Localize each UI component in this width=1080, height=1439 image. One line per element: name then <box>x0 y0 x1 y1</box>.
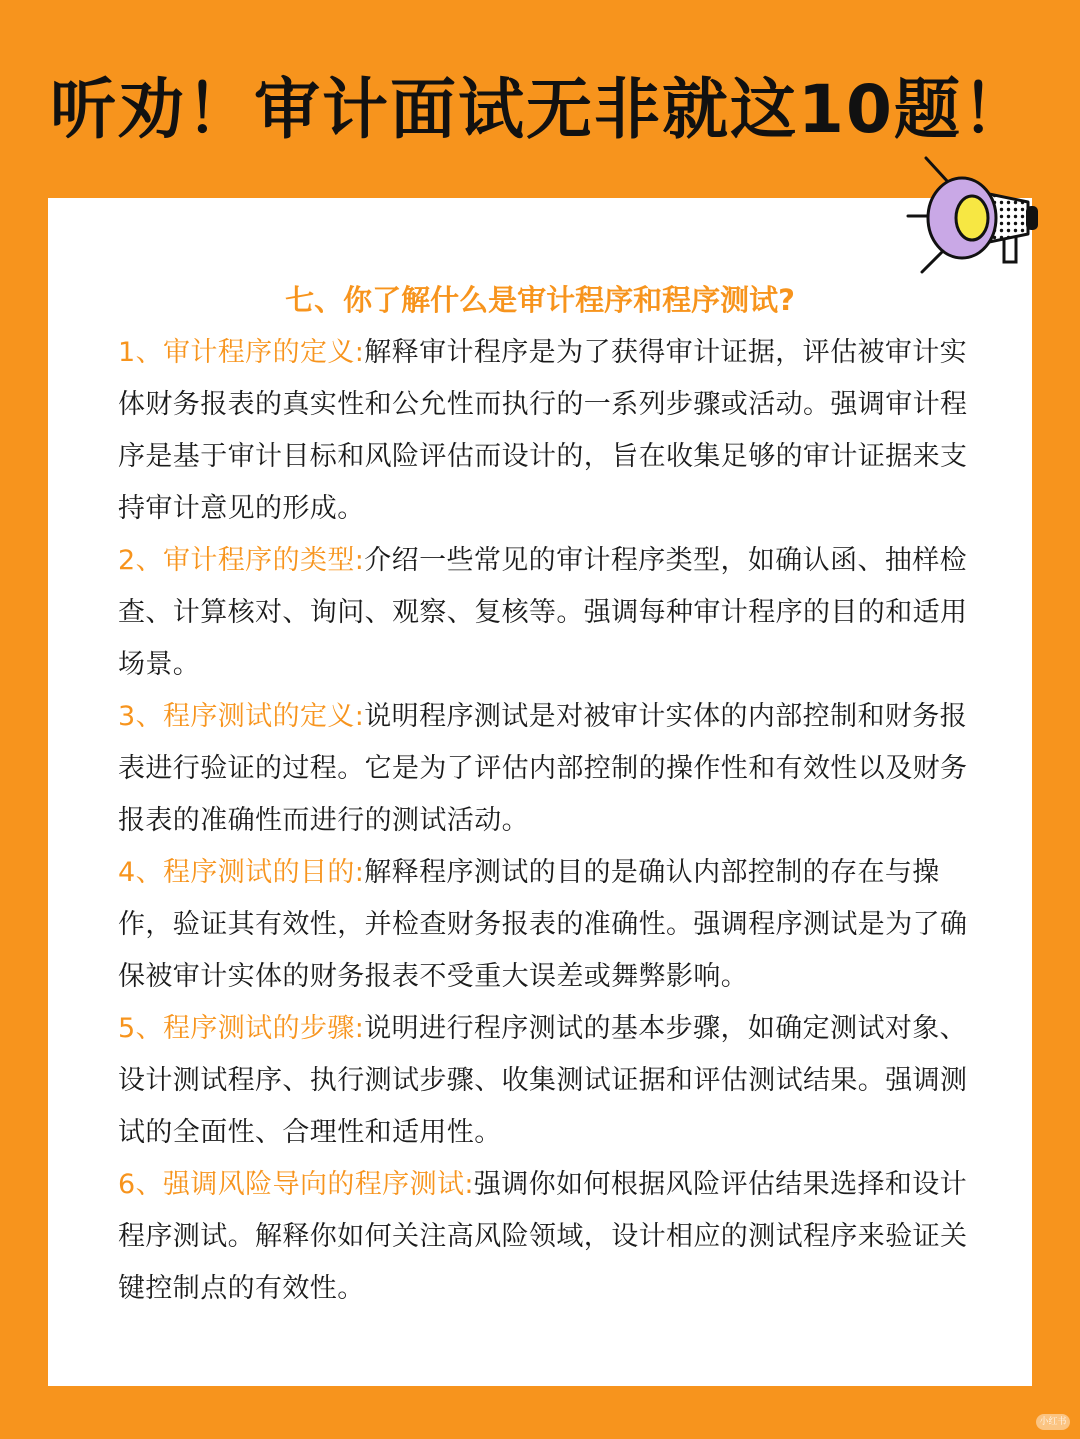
item-text: 介绍一些常见的审计程序类型，如确认函、抽样检查、计算核对、询问、观察、复核等。强调每种审计程序的目的和适用场景。 <box>118 545 968 680</box>
list-item <box>118 847 974 1003</box>
item-text: 说明进行程序测试的基本步骤，如确定测试对象、设计测试程序、执行测试步骤、收集测试证据和评估测试结果。强调测试的全面性、合理性和适用性。 <box>118 1013 968 1148</box>
section-heading: 七、你了解什么是审计程序和程序测试? <box>285 283 795 317</box>
item-text: 解释审计程序是为了获得审计证据，评估被审计实体财务报表的真实性和公允性而执行的一系列步骤或活动。强调审计程序是基于审计目标和风险评估而设计的，旨在收集足够的审计证据来支持审计意见的形成。 <box>118 337 968 524</box>
item-label: 5、程序测试的步骤: <box>118 1013 365 1044</box>
item-label: 1、审计程序的定义: <box>118 337 365 368</box>
megaphone-icon <box>900 150 1050 280</box>
item-list <box>118 327 974 1315</box>
item-label: 4、程序测试的目的: <box>118 857 365 888</box>
item-text: 强调你如何根据风险评估结果选择和设计程序测试。解释你如何关注高风险领域，设计相应的测试程序来验证关键控制点的有效性。 <box>118 1169 968 1304</box>
page-title: 听劝！审计面试无非就这10题！ <box>50 71 1030 148</box>
list-item <box>118 1003 974 1159</box>
item-label: 2、审计程序的类型: <box>118 545 365 576</box>
watermark: 小红书 <box>1036 1414 1070 1430</box>
list-item <box>118 1159 974 1315</box>
list-item <box>118 535 974 691</box>
list-item <box>118 327 974 535</box>
item-text: 解释程序测试的目的是确认内部控制的存在与操作，验证其有效性，并检查财务报表的准确性。强调程序测试是为了确保被审计实体的财务报表不受重大误差或舞弊影响。 <box>118 857 968 992</box>
list-item <box>118 691 974 847</box>
item-text: 说明程序测试是对被审计实体的内部控制和财务报表进行验证的过程。它是为了评估内部控制的操作性和有效性以及财务报表的准确性而进行的测试活动。 <box>118 701 968 836</box>
item-label: 6、强调风险导向的程序测试: <box>118 1169 474 1200</box>
item-label: 3、程序测试的定义: <box>118 701 365 732</box>
